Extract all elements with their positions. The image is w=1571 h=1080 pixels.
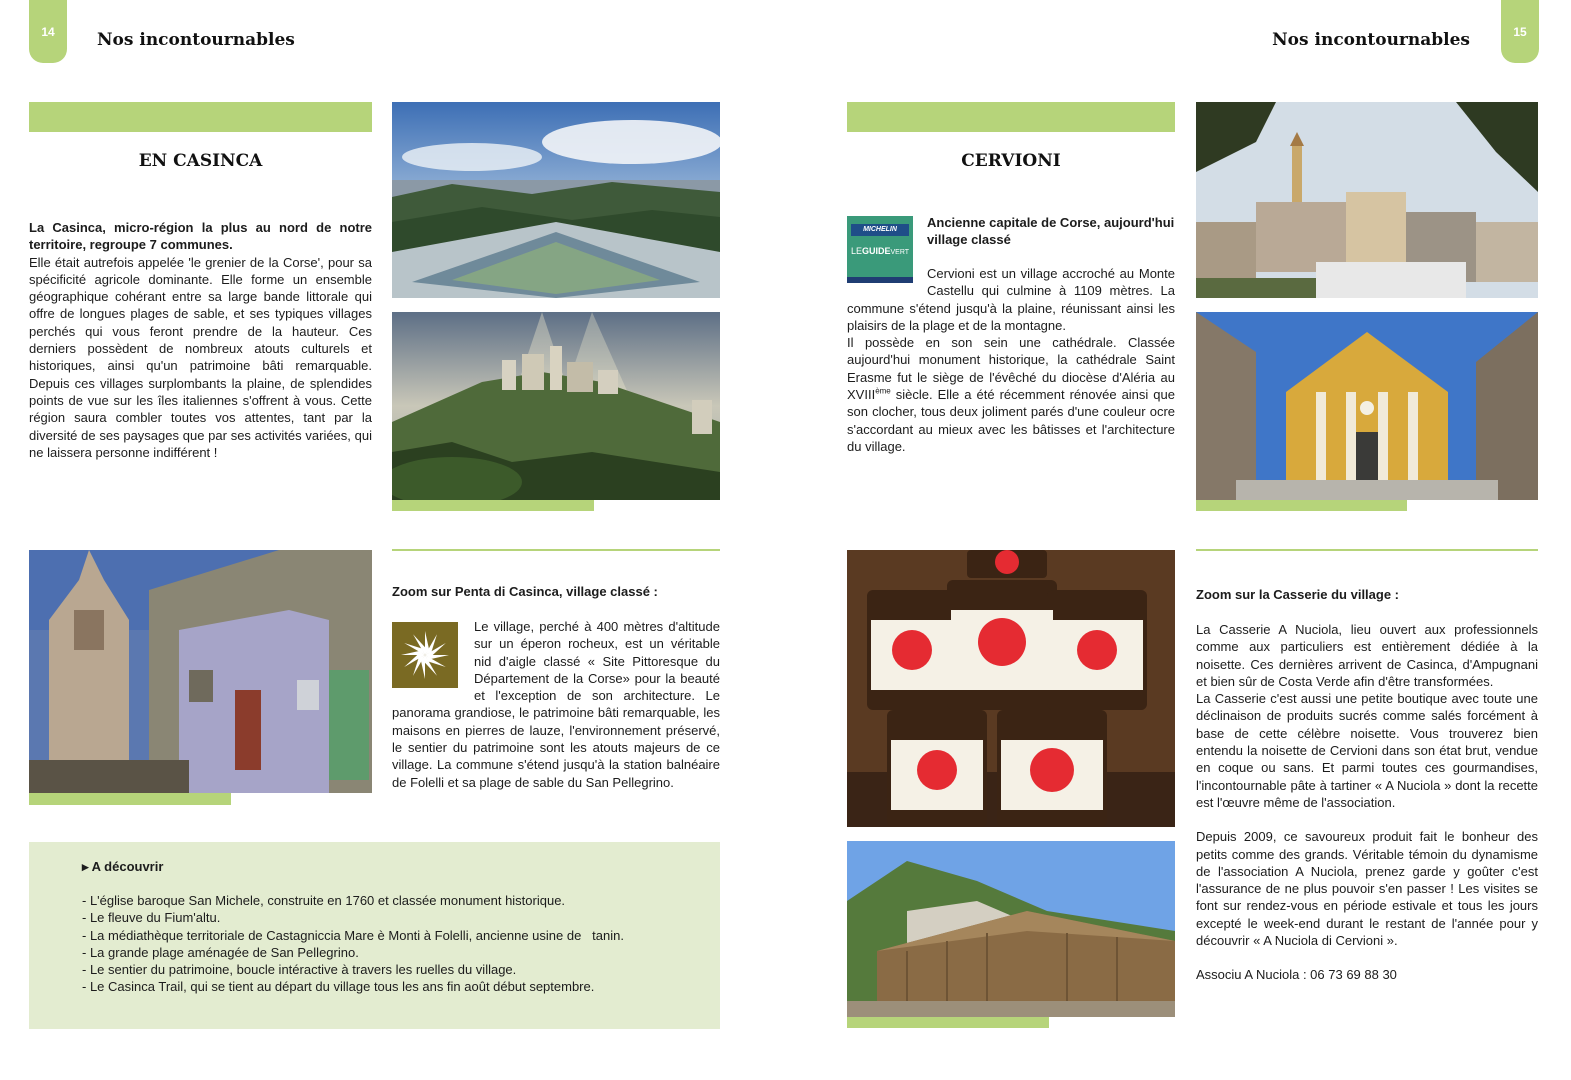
zoom-casserie-body <box>1196 621 1538 984</box>
photo-nuciola-jars <box>847 550 1175 827</box>
cervioni-intro <box>847 265 1175 455</box>
photo-underline <box>29 793 231 805</box>
zoom-divider-line <box>392 549 720 551</box>
photo-underline <box>1196 500 1407 511</box>
spacer <box>1196 811 1538 828</box>
michelin-badge-guide: GUIDE <box>861 246 891 256</box>
cervioni-intro-p2a: Il possède en son sein une cathédrale. Classée aujourd'hui monument historique, la cathédrale Saint Erasme fut le siège de l'évêché du diocèse d'Aléria au XVIII <box>847 335 1175 403</box>
page-header: Nos incontournables <box>1272 30 1470 50</box>
zoom-title: Zoom sur Penta di Casinca, village classé : <box>392 584 658 599</box>
cervioni-intro-p2 <box>847 334 1175 455</box>
photo-panorama-viewpoint <box>392 102 720 298</box>
discover-title: ▸ A découvrir <box>82 859 164 874</box>
page-number: 15 <box>1513 24 1527 39</box>
zoom-title: Zoom sur la Casserie du village : <box>1196 587 1400 602</box>
discover-item: - L'église baroque San Michele, construite en 1760 et classée monument historique. <box>82 893 566 908</box>
discover-item: - Le sentier du patrimoine, boucle intéractive à travers les ruelles du village. <box>82 962 517 978</box>
section-title-bar <box>29 102 372 132</box>
zoom-casserie-p1: La Casserie A Nuciola, lieu ouvert aux professionnels comme aux particuliers est entièrement dédiée à la noisette. Ces dernières arrivent de Casinca, d'Ampugnani et bien sûr de Costa Verde afin d'être transformées. <box>1196 622 1538 689</box>
section-title-bar <box>847 102 1175 132</box>
page-number: 14 <box>41 24 55 39</box>
discover-list <box>82 892 624 996</box>
photo-casserie-building <box>847 841 1175 1017</box>
photo-penta-street <box>29 550 372 793</box>
zoom-casserie-p3: Depuis 2009, ce savoureux produit fait le bonheur des petits comme des grands. Véritable témoin du dynamisme de l'association A Nuciola, prenez garde y goûter c'est l'assurance de ne plus pouvoir s'en passer ! Les visites se font sur rendez-vous en période estivale et tous les jours excepté le week-end durant le restant de l'année pour y découvrir « A Nuciola di Cervioni ». <box>1196 829 1538 949</box>
section-title: EN CASINCA <box>138 151 263 171</box>
cervioni-intro-lead: Ancienne capitale de Corse, aujourd'hui village classé <box>927 215 1175 248</box>
zoom-divider-line <box>1196 549 1538 551</box>
discover-box <box>29 842 720 1029</box>
zoom-casserie-p2: La Casserie c'est aussi une petite boutique avec toute une déclinaison de produits sucrés comme salés forcément à base de cette célèbre noisette. Vous trouverez bien entendu la noisette de Cervioni dans son état brut, vendue en coque ou sans. Et parmi toutes ces gourmandises, l'incontournable pâte à tartiner « A Nuciola » dont la recette est l'œuvre même de l'association. <box>1196 691 1538 810</box>
cervioni-intro-p1: Cervioni est un village accroché au Monte Castellu qui culmine à 1109 mètres. La commune s'étend jusqu'à la plaine, réunissant ainsi les plaisirs de la plage et de la montagne. <box>847 266 1175 333</box>
discover-item: - La médiathèque territoriale de Castagniccia Mare è Monti à Folelli, ancienne usine de tanin. <box>82 927 624 943</box>
michelin-badge-top: MICHELIN <box>851 224 909 236</box>
casinca-intro-lead: La Casinca, micro-région la plus au nord de notre territoire, regroupe 7 communes. <box>29 220 372 253</box>
discover-item: - La grande plage aménagée de San Pellegrino. <box>82 944 359 960</box>
zoom-penta-body <box>392 618 720 791</box>
page-header: Nos incontournables <box>97 30 295 50</box>
cervioni-intro-sup: ème <box>875 386 891 396</box>
page-number-tab <box>1501 0 1539 63</box>
photo-cathedral-saint-erasme <box>1196 312 1538 500</box>
casinca-intro <box>29 219 372 461</box>
cervioni-intro-p2b: siècle. Elle a été récemment rénovée ainsi que son clocher, tous deux joliment parés d'une couleur ocre s'accordant au mieux avec les bâtisses et l'architecture du village. <box>847 387 1175 454</box>
michelin-badge-le: LE <box>850 246 862 256</box>
photo-underline <box>392 500 594 511</box>
photo-underline <box>847 1017 1049 1028</box>
photo-cervioni-village <box>1196 102 1538 298</box>
page-number-tab <box>29 0 67 63</box>
casinca-intro-body: Elle était autrefois appelée 'le grenier de la Corse', pour sa spécificité agricole dominante. Elle forme un ensemble géographique cohérant entre sa large bande littorale qui offre de longues plages de sable, et ses typiques villages perchés qui vous feront prendre de la hauteur. Ces derniers possèdent de nombreux atouts culturels et historiques, ainsi qu'un patrimoine bâti remarquable. Depuis ces villages surplombants la plaine, de splendides points de vue sur les îles italiennes s'offrent à vous. Cette région saura combler toutes vos attentes, tant par la diversité de ses paysages que par ses activités variées, qui ne laissera personne indifférent ! <box>29 254 372 460</box>
discover-item: - Le fleuve du Fium'altu. <box>82 910 221 926</box>
spacer <box>1196 949 1538 966</box>
photo-penta-village <box>392 312 720 500</box>
section-title: CERVIONI <box>961 151 1061 171</box>
michelin-badge-label <box>847 246 913 258</box>
casserie-contact: Associu A Nuciola : 06 73 69 88 30 <box>1196 967 1397 983</box>
michelin-badge-vert: VERT <box>890 249 910 256</box>
zoom-penta-text: Le village, perché à 400 mètres d'altitude sur un éperon rocheux, est un véritable nid d'aigle classé « Site Pittoresque du Département de la Corse» pour la beauté et l'exception de son architecture. Le panorama grandiose, le patrimoine bâti remarquable, les maisons en pierres de lauze, l'environnement préservé, le sentier du patrimoine sont les atouts majeurs de ce village. La commune s'étend jusqu'à la station balnéaire de Folelli et sa plage de sable du San Pellegrino. <box>392 619 720 790</box>
discover-item: - Le Casinca Trail, qui se tient au départ du village tous les ans fin août début septembre. <box>82 979 595 995</box>
